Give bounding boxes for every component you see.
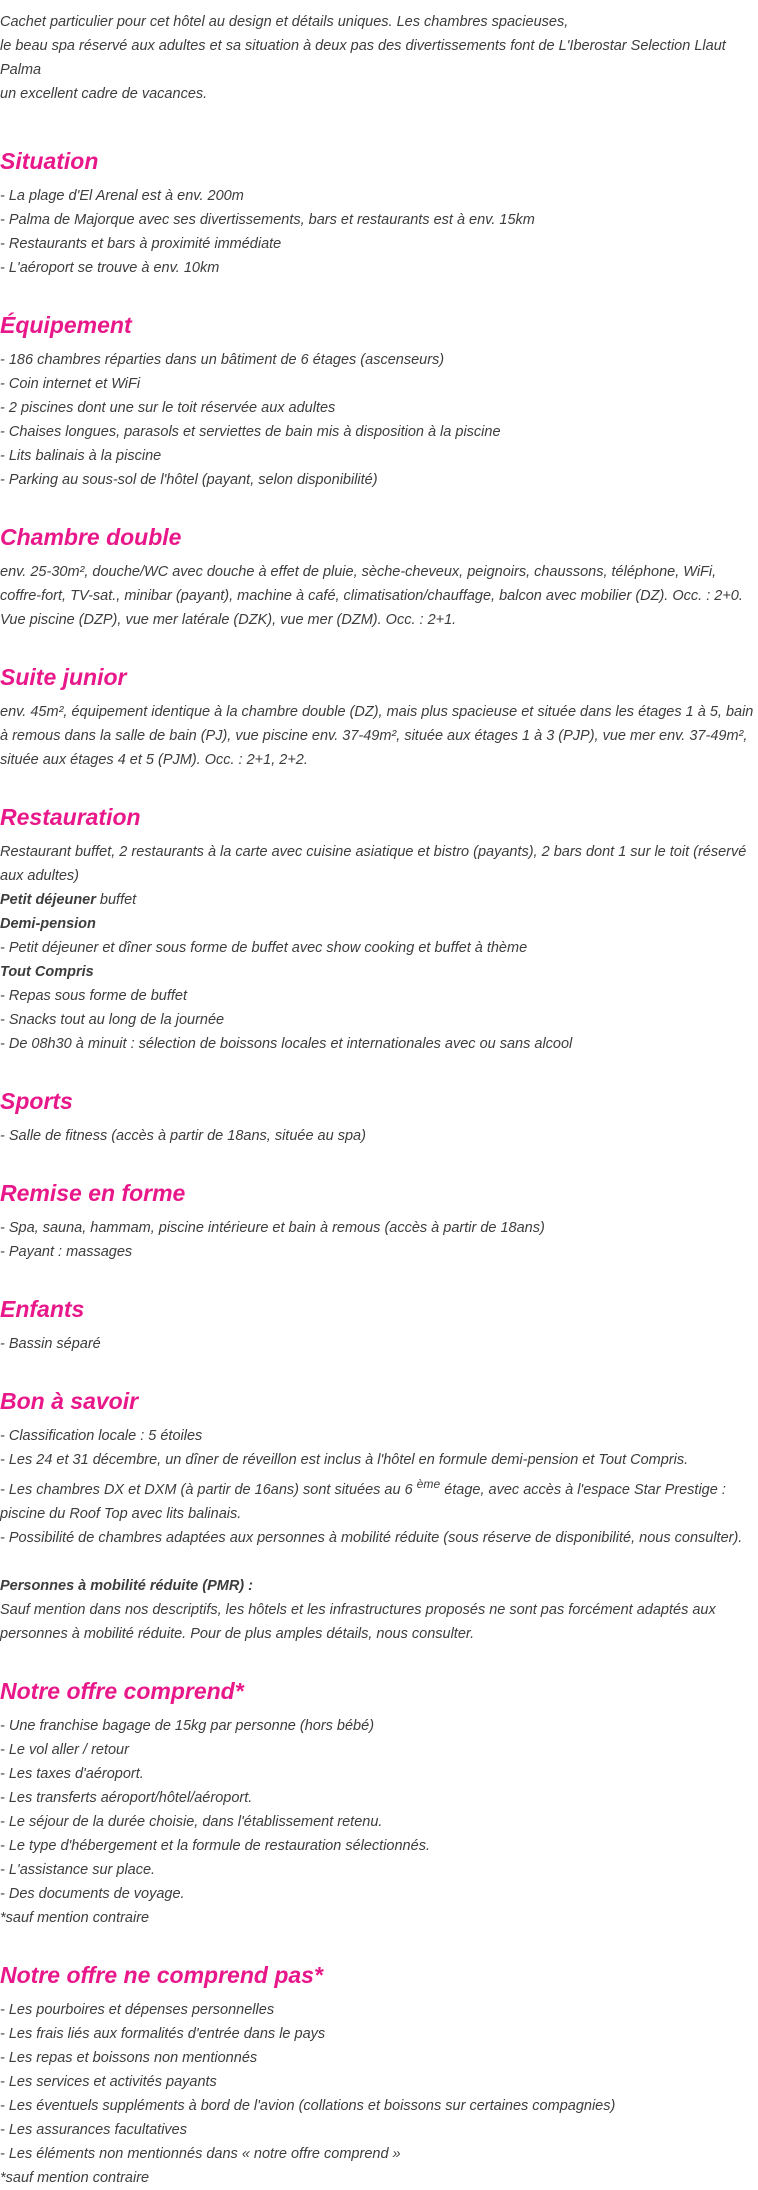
list-item: - Les 24 et 31 décembre, un dîner de réveillon est inclus à l'hôtel en formule demi-pension et Tout Compris.	[0, 1452, 689, 1468]
list-item: - Les frais liés aux formalités d'entrée dans le pays	[0, 2025, 326, 2042]
list-item: - De 08h30 à minuit : sélection de boissons locales et internationales avec ou sans alcool	[0, 1036, 573, 1052]
section-title: Enfants	[0, 1296, 85, 1322]
footnote: *sauf mention contraire	[0, 1909, 150, 1926]
list-item: - Lits balinais à la piscine	[0, 448, 162, 464]
list-item: - Des documents de voyage.	[0, 1885, 185, 1902]
section-title: Restauration	[0, 804, 141, 830]
petit-dejeuner-value: buffet	[95, 892, 137, 908]
list-item: - Payant : massages	[0, 1244, 133, 1260]
restaurant-description: Restaurant buffet, 2 restaurants à la carte avec cuisine asiatique et bistro (payants), 2 bars dont 1 sur le toit (réservé aux adultes)	[0, 844, 747, 884]
room-description: env. 25-30m², douche/WC avec douche à effet de pluie, sèche-cheveux, peignoirs, chaussons, téléphone, WiFi, coffre-fort, TV-sat., minibar (payant), machine à café, climatisation/chauffage, balcon avec mobilier (DZ). Occ. : 2+0.	[0, 564, 743, 604]
list-item: - Le type d'hébergement et la formule de restauration sélectionnés.	[0, 1837, 430, 1854]
section-suite-junior	[0, 662, 758, 772]
intro-line: le beau spa réservé aux adultes et sa situation à deux pas des divertissements font de L'Iberostar Selection Llaut Palma	[0, 38, 726, 78]
list-item: - Les taxes d'aéroport.	[0, 1765, 144, 1782]
item-text: étage, avec accès à l'espace Star Prestige : piscine du Roof Top avec lits balinais.	[0, 1481, 726, 1522]
demi-pension-label: Demi-pension	[0, 916, 96, 932]
list-item: - Le séjour de la durée choisie, dans l'établissement retenu.	[0, 1813, 383, 1830]
intro	[0, 10, 758, 106]
list-item	[0, 1472, 758, 1526]
list-item: - Parking au sous-sol de l'hôtel (payant, selon disponibilité)	[0, 472, 378, 488]
list-item: - Salle de fitness (accès à partir de 18ans, située au spa)	[0, 1128, 366, 1144]
list-item: - Bassin séparé	[0, 1336, 101, 1352]
petit-dejeuner-line	[0, 888, 758, 912]
section-bon-a-savoir	[0, 1386, 758, 1646]
list-item: - Repas sous forme de buffet	[0, 988, 187, 1004]
list-item: - 186 chambres réparties dans un bâtiment de 6 étages (ascenseurs)	[0, 352, 445, 368]
list-item: - Palma de Majorque avec ses divertissements, bars et restaurants est à env. 15km	[0, 212, 535, 228]
section-offre-ne-comprend-pas	[0, 1960, 758, 2190]
section-title: Situation	[0, 148, 99, 174]
section-title: Notre offre comprend*	[0, 1677, 244, 1704]
intro-line: Cachet particulier pour cet hôtel au design et détails uniques. Les chambres spacieuses,	[0, 14, 569, 30]
section-title: Remise en forme	[0, 1180, 186, 1206]
list-item: - Les éléments non mentionnés dans « notre offre comprend »	[0, 2145, 401, 2162]
section-chambre-double	[0, 522, 758, 632]
petit-dejeuner-label: Petit déjeuner	[0, 892, 96, 908]
list-item: - L'aéroport se trouve à env. 10km	[0, 260, 220, 276]
item-text: - Les chambres DX et DXM (à partir de 16ans) sont situées au 6	[0, 1481, 417, 1498]
section-offre-comprend	[0, 1676, 758, 1930]
list-item: - Coin internet et WiFi	[0, 376, 141, 392]
section-enfants	[0, 1294, 758, 1356]
list-item: - Classification locale : 5 étoiles	[0, 1428, 203, 1444]
suite-description: env. 45m², équipement identique à la chambre double (DZ), mais plus spacieuse et située dans les étages 1 à 5, bain à remous dans la salle de bain (PJ), vue piscine env. 37-49m², située aux étages 1 à 3 (PJP), vue mer env. 37-49m², située aux étages 4 et 5 (PJM). Occ. : 2+1, 2+2.	[0, 704, 754, 768]
list-item: - Les éventuels suppléments à bord de l'avion (collations et boissons sur certaines compagnies)	[0, 2097, 616, 2114]
pmr-title: Personnes à mobilité réduite (PMR) :	[0, 1577, 253, 1594]
section-sports	[0, 1086, 758, 1148]
section-title: Notre offre ne comprend pas*	[0, 1961, 323, 1988]
section-title: Équipement	[0, 312, 132, 338]
pmr-text: Sauf mention dans nos descriptifs, les hôtels et les infrastructures proposés ne sont pas forcément adaptés aux personnes à mobilité réduite. Pour de plus amples détails, nous consulter.	[0, 1601, 716, 1642]
section-title: Bon à savoir	[0, 1388, 139, 1414]
section-title: Chambre double	[0, 524, 182, 550]
list-item: - Chaises longues, parasols et serviettes de bain mis à disposition à la piscine	[0, 424, 501, 440]
tout-compris-label: Tout Compris	[0, 964, 94, 980]
section-title: Suite junior	[0, 664, 127, 690]
section-restauration	[0, 802, 758, 1056]
intro-line: un excellent cadre de vacances.	[0, 86, 208, 102]
list-item: - Les pourboires et dépenses personnelles	[0, 2001, 275, 2018]
list-item: - La plage d'El Arenal est à env. 200m	[0, 188, 244, 204]
list-item: - Les transferts aéroport/hôtel/aéroport.	[0, 1789, 253, 1806]
list-item: - Les repas et boissons non mentionnés	[0, 2049, 258, 2066]
list-item: - Spa, sauna, hammam, piscine intérieure et bain à remous (accès à partir de 18ans)	[0, 1220, 545, 1236]
list-item: - Les services et activités payants	[0, 2073, 217, 2090]
list-item: - L'assistance sur place.	[0, 1861, 156, 1878]
section-situation	[0, 146, 758, 280]
list-item: - Possibilité de chambres adaptées aux personnes à mobilité réduite (sous réserve de disponibilité, nous consulter).	[0, 1529, 743, 1546]
list-item: - Snacks tout au long de la journée	[0, 1012, 225, 1028]
room-views: Vue piscine (DZP), vue mer latérale (DZK), vue mer (DZM). Occ. : 2+1.	[0, 612, 457, 628]
list-item: - Une franchise bagage de 15kg par personne (hors bébé)	[0, 1717, 375, 1734]
list-item: - Restaurants et bars à proximité immédiate	[0, 236, 282, 252]
list-item: - Petit déjeuner et dîner sous forme de buffet avec show cooking et buffet à thème	[0, 940, 528, 956]
list-item: - Les assurances facultatives	[0, 2121, 187, 2138]
list-item: - 2 piscines dont une sur le toit réservée aux adultes	[0, 400, 336, 416]
footnote: *sauf mention contraire	[0, 2169, 150, 2186]
section-equipement	[0, 310, 758, 492]
list-item: - Le vol aller / retour	[0, 1741, 129, 1758]
section-remise-en-forme	[0, 1178, 758, 1264]
section-title: Sports	[0, 1088, 73, 1114]
superscript: ème	[416, 1477, 441, 1491]
